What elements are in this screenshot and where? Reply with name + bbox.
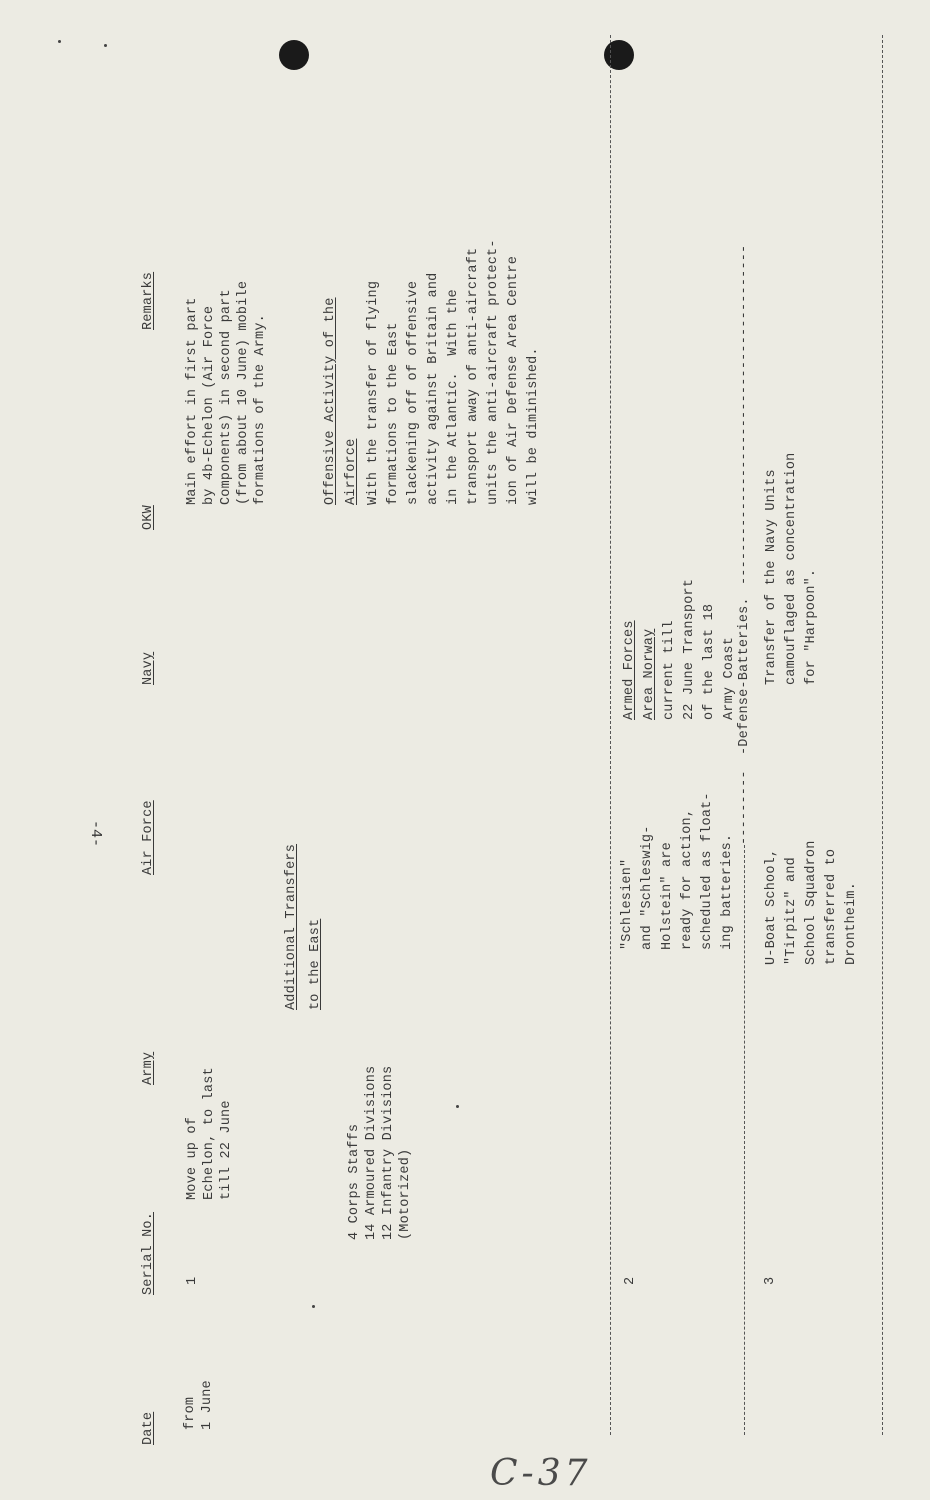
entry1-remarks-body: With the transfer of flying formations to the East slackening off of offensive activity against Britain and in the Atlantic. With the transport away of anti-aircraft units the anti-aircraft protect- ion of Air Defense Area Centre will be diminished.: [366, 239, 541, 505]
entry1-remarks-heading: Offensive Activity of the Airforce: [323, 297, 359, 505]
entry1-transfers-heading: Additional Transfers to the East: [284, 843, 323, 1010]
entry2-okw-body: current till 22 June Transport of the last 18 Army Coast: [662, 578, 737, 720]
entry3-serial: 3: [763, 1276, 778, 1285]
header-air-force: Air Force: [141, 800, 156, 875]
entry1-transfers-list: 4 Corps Staffs 14 Armoured Divisions 12 Infantry Divisions (Motorized): [347, 1065, 413, 1240]
rotated-table: [140, 25, 900, 1445]
entry3-navy: U-Boat School, "Tirpitz" and School Squadron transferred to Drontheim.: [764, 840, 859, 965]
entry2-okw-footer: -Defense-Batteries.: [737, 597, 752, 755]
row-divider: [882, 35, 883, 1435]
page-number: -4-: [87, 820, 104, 848]
header-date: Date: [141, 1411, 156, 1445]
header-okw: OKW: [141, 505, 156, 530]
okw-footer-line-2: -----------------------------------------: [737, 244, 752, 585]
entry1-remarks-main: Main effort in first part by 4b-Echelon (Air Force Components) in second part (from about 10 June) mobile formations of the Army.: [185, 280, 268, 505]
header-serial: Serial No.: [141, 1211, 156, 1295]
row-divider: [744, 845, 745, 1435]
handwritten-mark: C-37: [490, 1453, 592, 1494]
entry2-okw-heading: Armed Forces Area Norway: [622, 620, 657, 720]
row-divider: [610, 35, 611, 1435]
speck: [58, 40, 61, 43]
header-army: Army: [141, 1051, 156, 1085]
entry3-remarks: Transfer of the Navy Units camouflaged as concentration for "Harpoon".: [764, 452, 819, 685]
okw-footer-line: ---------: [737, 770, 752, 845]
entry1-date: from 1 June: [183, 1380, 215, 1430]
entry2-navy: "Schlesien" and "Schleswig- Holstein" are ready for action, scheduled as float- ing batteries.: [620, 792, 735, 950]
entry2-serial: 2: [623, 1276, 638, 1285]
entry1-serial: 1: [185, 1276, 200, 1285]
entry1-army: Move up of Echelon, to last till 22 June: [185, 1067, 234, 1200]
header-navy: Navy: [141, 651, 156, 685]
header-remarks: Remarks: [141, 271, 156, 330]
speck: [104, 44, 107, 47]
